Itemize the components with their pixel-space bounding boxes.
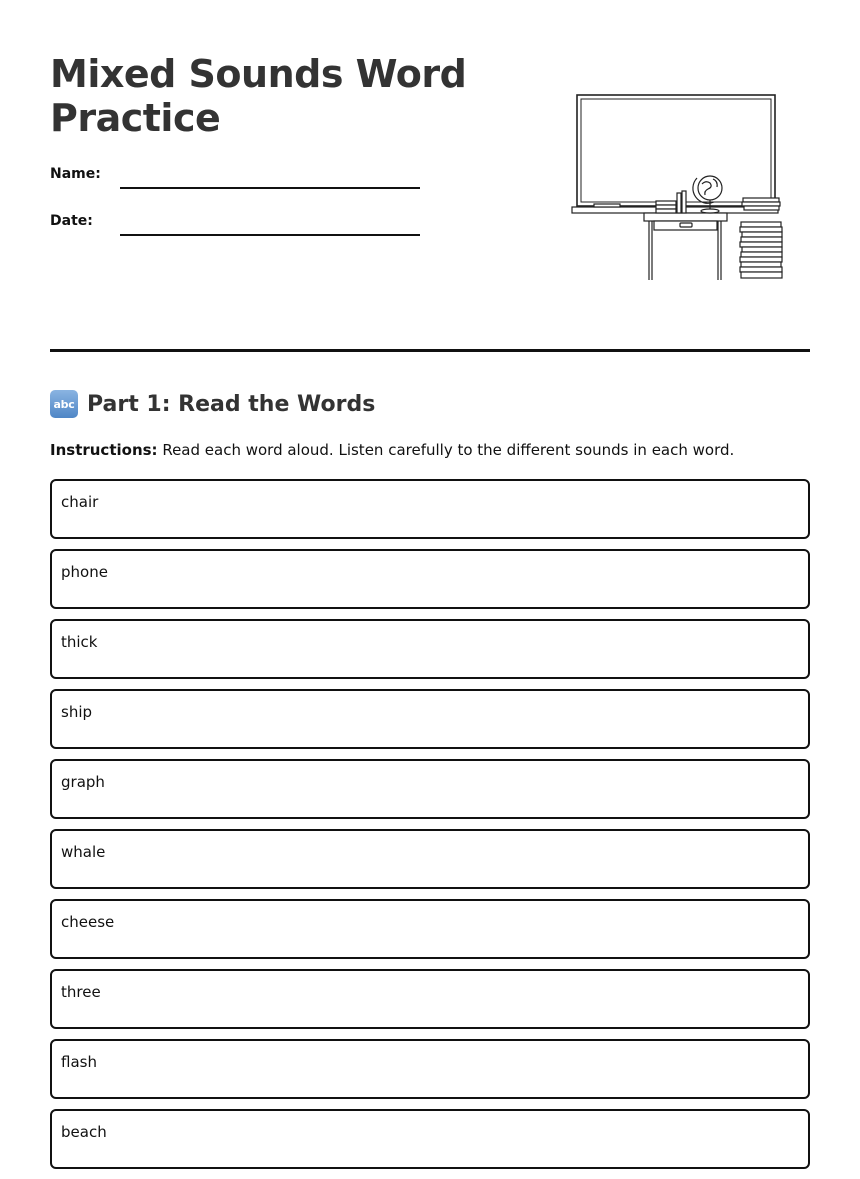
word-box[interactable]: beach [50, 1109, 810, 1169]
date-write-line[interactable] [120, 234, 420, 236]
word-box[interactable]: three [50, 969, 810, 1029]
part1-instructions [50, 440, 810, 460]
word-box[interactable]: thick [50, 619, 810, 679]
name-field [50, 160, 420, 190]
page-title: Mixed Sounds Word Practice [50, 52, 467, 140]
word-box[interactable]: whale [50, 829, 810, 889]
word-box[interactable]: chair [50, 479, 810, 539]
abc-icon: abc [50, 390, 78, 418]
instructions-label: Instructions: [50, 441, 158, 459]
word-box[interactable]: cheese [50, 899, 810, 959]
header-divider [50, 349, 810, 352]
word-list [50, 479, 810, 1179]
word-box[interactable]: graph [50, 759, 810, 819]
word-box[interactable]: phone [50, 549, 810, 609]
date-field [50, 207, 420, 237]
part1-heading [50, 388, 375, 420]
word-box[interactable]: flash [50, 1039, 810, 1099]
word-box[interactable]: ship [50, 689, 810, 749]
part1-title: Part 1: Read the Words [87, 391, 376, 417]
name-write-line[interactable] [120, 187, 420, 189]
instructions-text: Read each word aloud. Listen carefully to the different sounds in each word. [157, 441, 735, 459]
name-label: Name: [50, 166, 101, 182]
date-label: Date: [50, 213, 93, 229]
classroom-chalkboard-illustration [568, 90, 786, 285]
